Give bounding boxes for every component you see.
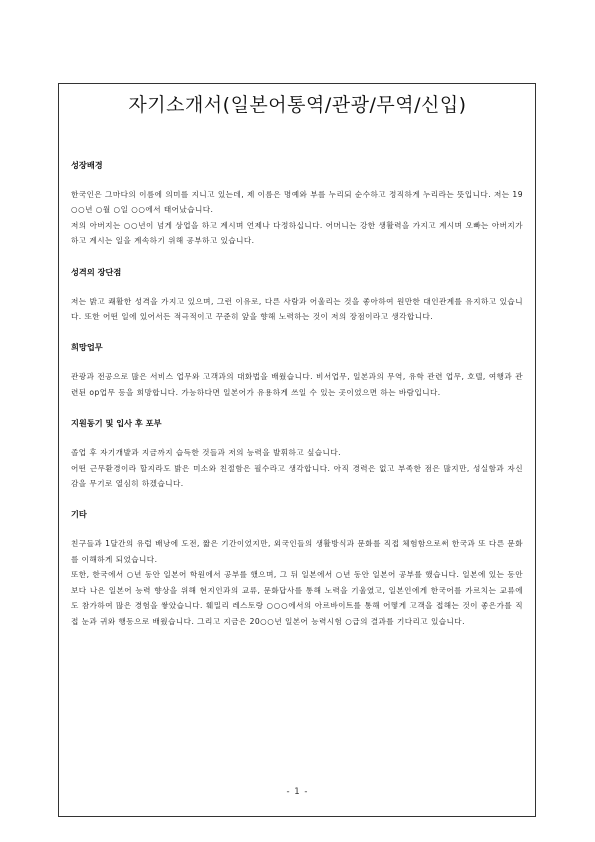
- section-heading: 희망업무: [71, 342, 103, 353]
- section-personality: [71, 267, 523, 325]
- section-paragraph: 저의 아버지는 ○○년이 넘게 상업을 하고 계시며 언제나 다정하십니다. 어머니는 강한 생활력을 가지고 계시며 오빠는 아버지가 하고 계시는 일을 계속하기 위해 공부하고 있습니다.: [71, 220, 523, 246]
- section-heading: 지원동기 및 입사 후 포부: [71, 418, 162, 429]
- document-title: 자기소개서(일본어통역/관광/무역/신입): [128, 94, 467, 116]
- section-paragraph: 어떤 근무환경이라 할지라도 밝은 미소와 친절함은 필수라고 생각합니다. 아직 경력은 없고 부족한 점은 많지만, 성실함과 자신감을 무기로 열심히 하겠습니다.: [71, 463, 523, 489]
- page-number: - 1 -: [286, 787, 309, 797]
- section-heading: 성격의 장단점: [71, 266, 122, 277]
- section-desired-work: [71, 342, 523, 400]
- document-body: [71, 160, 523, 629]
- section-paragraph: 친구들과 1달간의 유럽 배낭에 도전, 짧은 기간이었지만, 외국인들의 생활방식과 문화를 직접 체험함으로써 한국과 또 다른 문화를 이해하게 되었습니다.: [71, 539, 523, 564]
- section-paragraph: 한국인은 그마다의 이름에 의미를 지니고 있는데, 제 이름은 명예와 부를 누리되 순수하고 정직하게 누리라는 뜻입니다. 저는 19○○년 ○월 ○일 ○○에서 태어났습니다.: [71, 190, 523, 215]
- section-heading: 성장배경: [71, 160, 103, 170]
- section-paragraph: 관광과 전공으로 많은 서비스 업무와 고객과의 대화법을 배웠습니다. 비서업무, 일본과의 무역, 유학 관련 업무, 호텔, 여행과 관련된 op업무 등을 희망합니다. 가능하다면 일본어가 유용하게 쓰일 수 있는 곳이었으면 하는 바람입니다.: [71, 372, 523, 397]
- section-etc: [71, 509, 523, 628]
- section-paragraph: 졸업 후 자기개발과 지금까지 습득한 것들과 저의 능력을 발휘하고 싶습니다.: [71, 448, 341, 458]
- section-motivation: [71, 418, 523, 491]
- section-paragraph: 또한, 한국에서 ○년 동안 일본어 학원에서 공부를 했으며, 그 뒤 일본에서 ○년 동안 일본어 공부를 했습니다. 일본에 있는 동안 보다 나은 일본어 능력 향상을 위해 현지인과의 교류, 문화답사를 통해 노력을 기울였고, 일본인에게 한국어를 가르치는 교류에도 참가하여 많은 경험을 쌓았습니다. 훼밀리 레스토랑 ○○○에서의 아르바이트를 통해 어떻게 고객을 접해는 것이 좋은가를 직접 눈과 귀와 행동으로 배웠습니다. 그리고 지금은 20○○년 일본어 능력시험 ○급의 결과를 기다리고 있습니다.: [71, 570, 523, 626]
- section-paragraph: 저는 밝고 쾌활한 성격을 가지고 있으며, 그런 이유로, 다른 사람과 어울리는 것을 좋아하여 원만한 대인관계를 유지하고 있습니다. 또한 어떤 일에 있어서든 적극적이고 꾸준히 앞을 향해 노력하는 것이 저의 장점이라고 생각합니다.: [71, 296, 523, 322]
- section-growth-background: [71, 160, 523, 249]
- section-heading: 기타: [71, 509, 87, 520]
